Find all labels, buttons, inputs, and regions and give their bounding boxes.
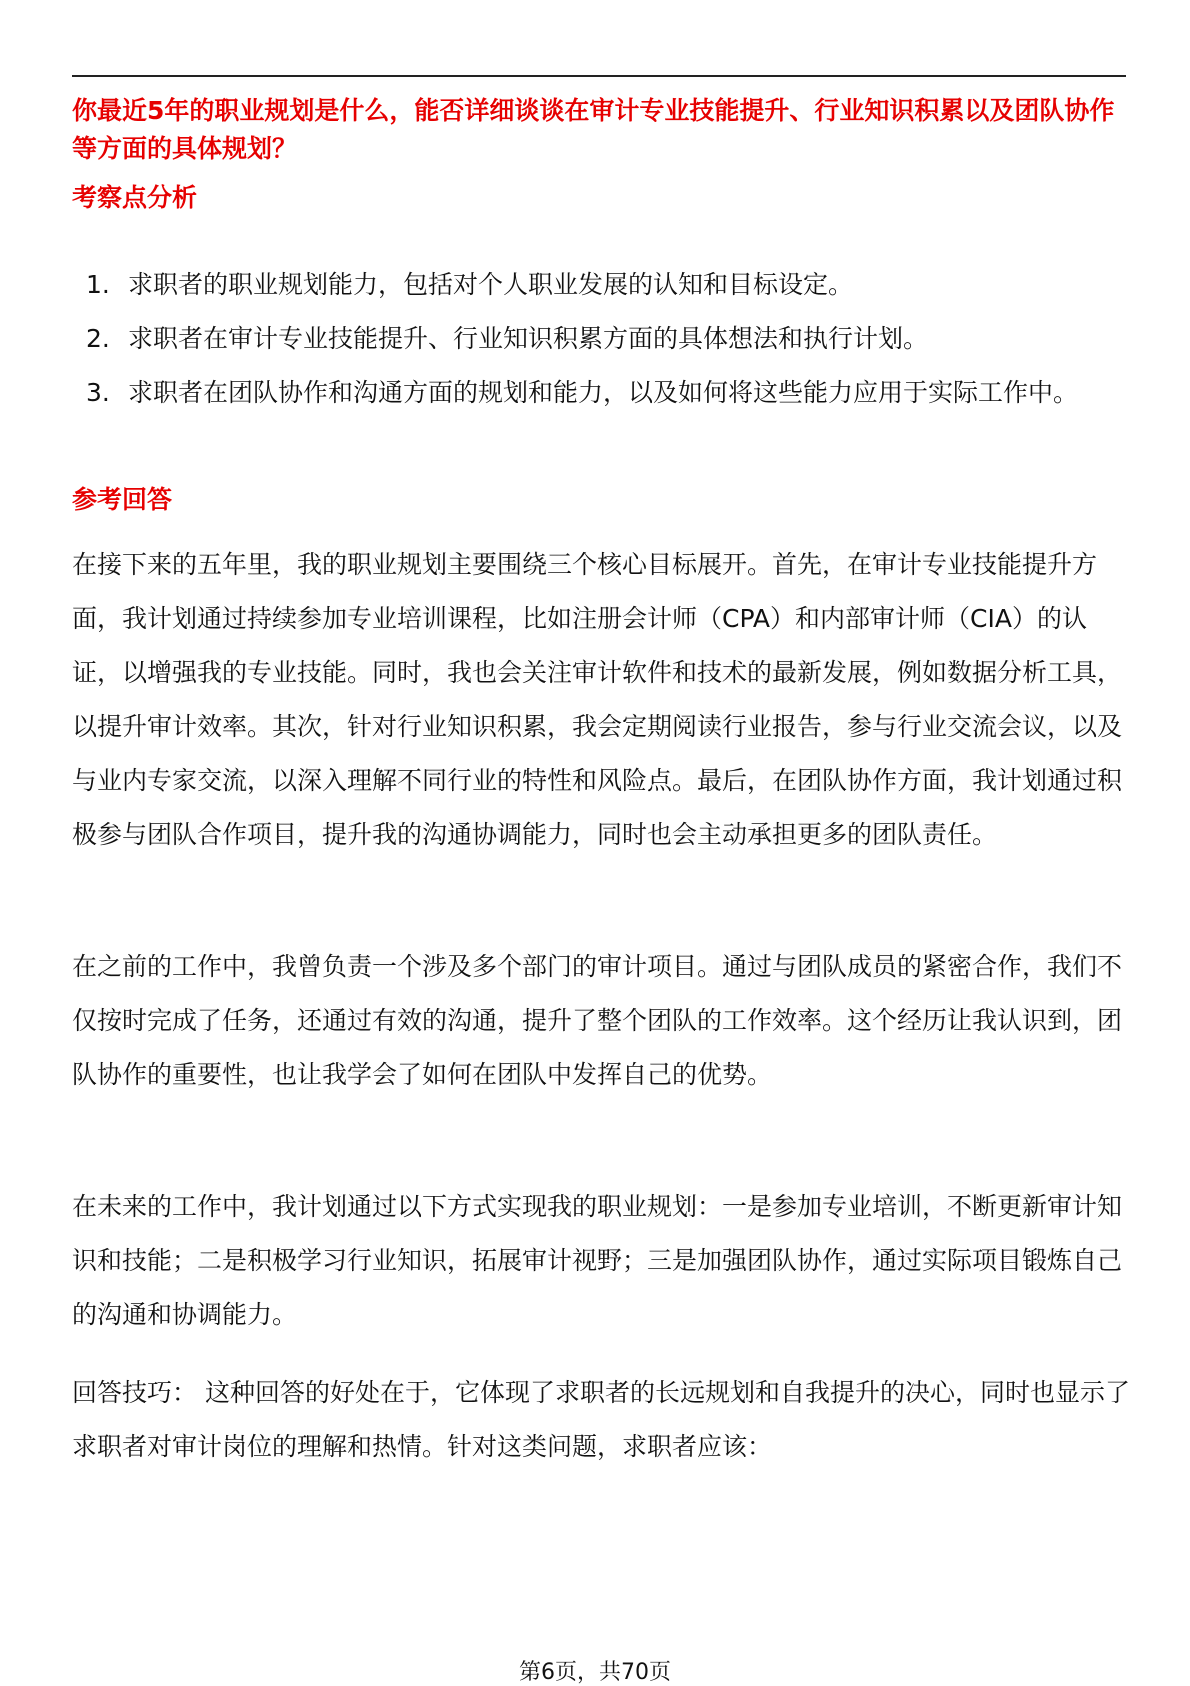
paragraph-text: 在接下来的五年里，我的职业规划主要围绕三个核心目标展开。首先，在审计专业技能提升方面，我计划通过持续参加专业培训课程，比如注册会计师（CPA）和内部审计师（CIA）的认证，以增强我的专业技能。同时，我也会关注审计软件和技术的最新发展，例如数据分析工具，以提升审计效率。其次，针对行业知识积累，我会定期阅读行业报告，参与行业交流会议，以及与业内专家交流，以深入理解不同行业的特性和风险点。最后，在团队协作方面，我计划通过积极参与团队合作项目，提升我的沟通协调能力，同时也会主动承担更多的团队责任。 — [72, 550, 1123, 849]
list-item-number: 3. — [86, 378, 110, 407]
answer-paragraph-1 — [72, 538, 1130, 862]
list-item — [72, 258, 1132, 312]
paragraph-text: 在之前的工作中，我曾负责一个涉及多个部门的审计项目。通过与团队成员的紧密合作，我们不仅按时完成了任务，还通过有效的沟通，提升了整个团队的工作效率。这个经历让我认识到，团队协作的重要性，也让我学会了如何在团队中发挥自己的优势。 — [72, 952, 1123, 1089]
paragraph-text: 在未来的工作中，我计划通过以下方式实现我的职业规划：一是参加专业培训，不断更新审计知识和技能；二是积极学习行业知识，拓展审计视野；三是加强团队协作，通过实际项目锻炼自己的沟通和协调能力。 — [72, 1192, 1123, 1329]
answer-heading: 参考回答 — [72, 485, 173, 514]
analysis-heading: 考察点分析 — [72, 183, 198, 212]
answer-paragraph-2 — [72, 940, 1130, 1102]
paragraph-text: 回答技巧： 这种回答的好处在于，它体现了求职者的长远规划和自我提升的决心，同时也显示了求职者对审计岗位的理解和热情。针对这类问题，求职者应该： — [72, 1378, 1130, 1461]
list-item-number: 2. — [86, 324, 110, 353]
page-number: 第6页，共70页 — [519, 1660, 671, 1685]
list-item — [72, 366, 1132, 420]
list-item-number: 1. — [86, 270, 110, 299]
top-divider — [72, 75, 1126, 77]
analysis-list — [72, 258, 1132, 420]
answer-paragraph-4 — [72, 1366, 1130, 1474]
list-item — [72, 312, 1132, 366]
list-item-text: 求职者在团队协作和沟通方面的规划和能力，以及如何将这些能力应用于实际工作中。 — [128, 378, 1079, 407]
answer-paragraph-3 — [72, 1180, 1130, 1342]
question-title: 你最近5年的职业规划是什么，能否详细谈谈在审计专业技能提升、行业知识积累以及团队协作等方面的具体规划？ — [72, 96, 1115, 163]
list-item-text: 求职者的职业规划能力，包括对个人职业发展的认知和目标设定。 — [128, 270, 854, 299]
list-item-text: 求职者在审计专业技能提升、行业知识积累方面的具体想法和执行计划。 — [128, 324, 929, 353]
